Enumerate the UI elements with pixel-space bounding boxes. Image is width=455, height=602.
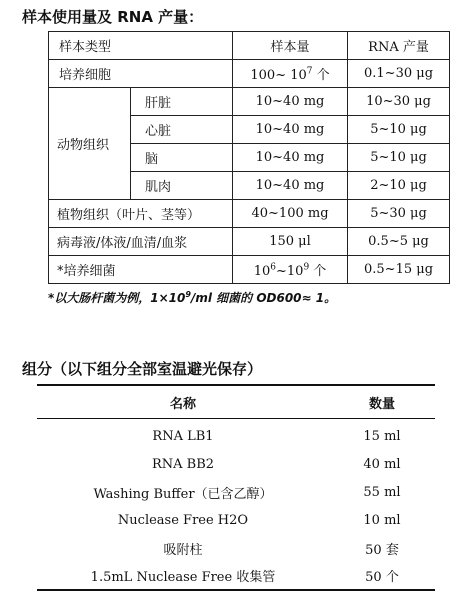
header-sample-type: 样本类型 bbox=[49, 32, 233, 60]
sample-type-cell: 培养细胞 bbox=[49, 60, 233, 88]
sample-usage-table bbox=[48, 31, 450, 284]
tissue-cell: 肌肉 bbox=[131, 172, 233, 200]
bacteria-footnote: *以大肠杆菌为例，$1\times 10^9/ml$ 细菌的 OD600≈ 1。 bbox=[48, 290, 337, 305]
yield-cell: 0.5~5 μg bbox=[348, 228, 450, 256]
component-name: Nuclease Free H2O bbox=[117, 512, 249, 528]
component-name: RNA LB1 bbox=[152, 429, 214, 445]
table-row bbox=[49, 200, 450, 228]
sample-type-cell: *培养细菌 bbox=[49, 256, 233, 284]
header-sample-amount: 样本量 bbox=[233, 32, 348, 60]
tissue-cell: 肝脏 bbox=[131, 88, 233, 116]
component-name: 1.5mL Nuclease Free 收集管 bbox=[90, 570, 276, 586]
table-row bbox=[37, 423, 435, 451]
table-row bbox=[49, 60, 450, 88]
header-rna-yield: RNA 产量 bbox=[348, 32, 450, 60]
component-quantity: 55 ml bbox=[363, 484, 401, 500]
sample-type-cell: 病毒液/体液/血清/血浆 bbox=[49, 228, 233, 256]
yield-cell: 5~10 μg bbox=[348, 116, 450, 144]
table-row bbox=[37, 562, 435, 590]
amount-cell: 40~100 mg bbox=[233, 200, 348, 228]
table-header-row bbox=[49, 32, 450, 60]
table-row bbox=[49, 88, 450, 116]
yield-cell: 0.5~15 μg bbox=[348, 256, 450, 284]
table-row bbox=[37, 534, 435, 562]
component-quantity: 15 ml bbox=[363, 429, 401, 445]
table-row bbox=[37, 451, 435, 479]
animal-tissue-group-label: 动物组织 bbox=[49, 88, 131, 200]
components-heading: 组分（以下组分全部室温避光保存） bbox=[22, 360, 263, 378]
amount-cell: 100~ $10^7$ 个 bbox=[233, 60, 348, 88]
component-quantity: 50 套 bbox=[365, 542, 399, 558]
amount-cell: 10~40 mg bbox=[233, 144, 348, 172]
header-quantity: 数量 bbox=[368, 396, 395, 412]
table-row bbox=[37, 479, 435, 507]
yield-cell: 2~10 μg bbox=[348, 172, 450, 200]
amount-cell: $10^6\sim 10^9$ 个 bbox=[233, 256, 348, 284]
sample-type-cell: 植物组织（叶片、茎等） bbox=[49, 200, 233, 228]
header-name: 名称 bbox=[169, 396, 196, 412]
components-table bbox=[37, 386, 435, 590]
amount-cell: 10~40 mg bbox=[233, 172, 348, 200]
table-header-row bbox=[37, 386, 435, 418]
component-name: RNA BB2 bbox=[151, 457, 215, 473]
table-row bbox=[49, 228, 450, 256]
table-row bbox=[37, 506, 435, 534]
component-quantity: 40 ml bbox=[363, 457, 401, 473]
sample-usage-heading: 样本使用量及 RNA 产量： bbox=[22, 8, 204, 26]
component-name: Washing Buffer（已含乙醇） bbox=[93, 486, 273, 502]
component-quantity: 50 个 bbox=[365, 570, 399, 586]
tissue-cell: 脑 bbox=[131, 144, 233, 172]
yield-cell: 5~30 μg bbox=[348, 200, 450, 228]
yield-cell: 10~30 μg bbox=[348, 88, 450, 116]
component-quantity: 10 ml bbox=[363, 512, 401, 528]
yield-cell: 0.1~30 μg bbox=[348, 60, 450, 88]
amount-cell: 10~40 mg bbox=[233, 88, 348, 116]
table-row bbox=[49, 256, 450, 284]
tissue-cell: 心脏 bbox=[131, 116, 233, 144]
component-name: 吸附柱 bbox=[163, 542, 203, 558]
amount-cell: 10~40 mg bbox=[233, 116, 348, 144]
amount-cell: 150 μl bbox=[233, 228, 348, 256]
yield-cell: 5~10 μg bbox=[348, 144, 450, 172]
